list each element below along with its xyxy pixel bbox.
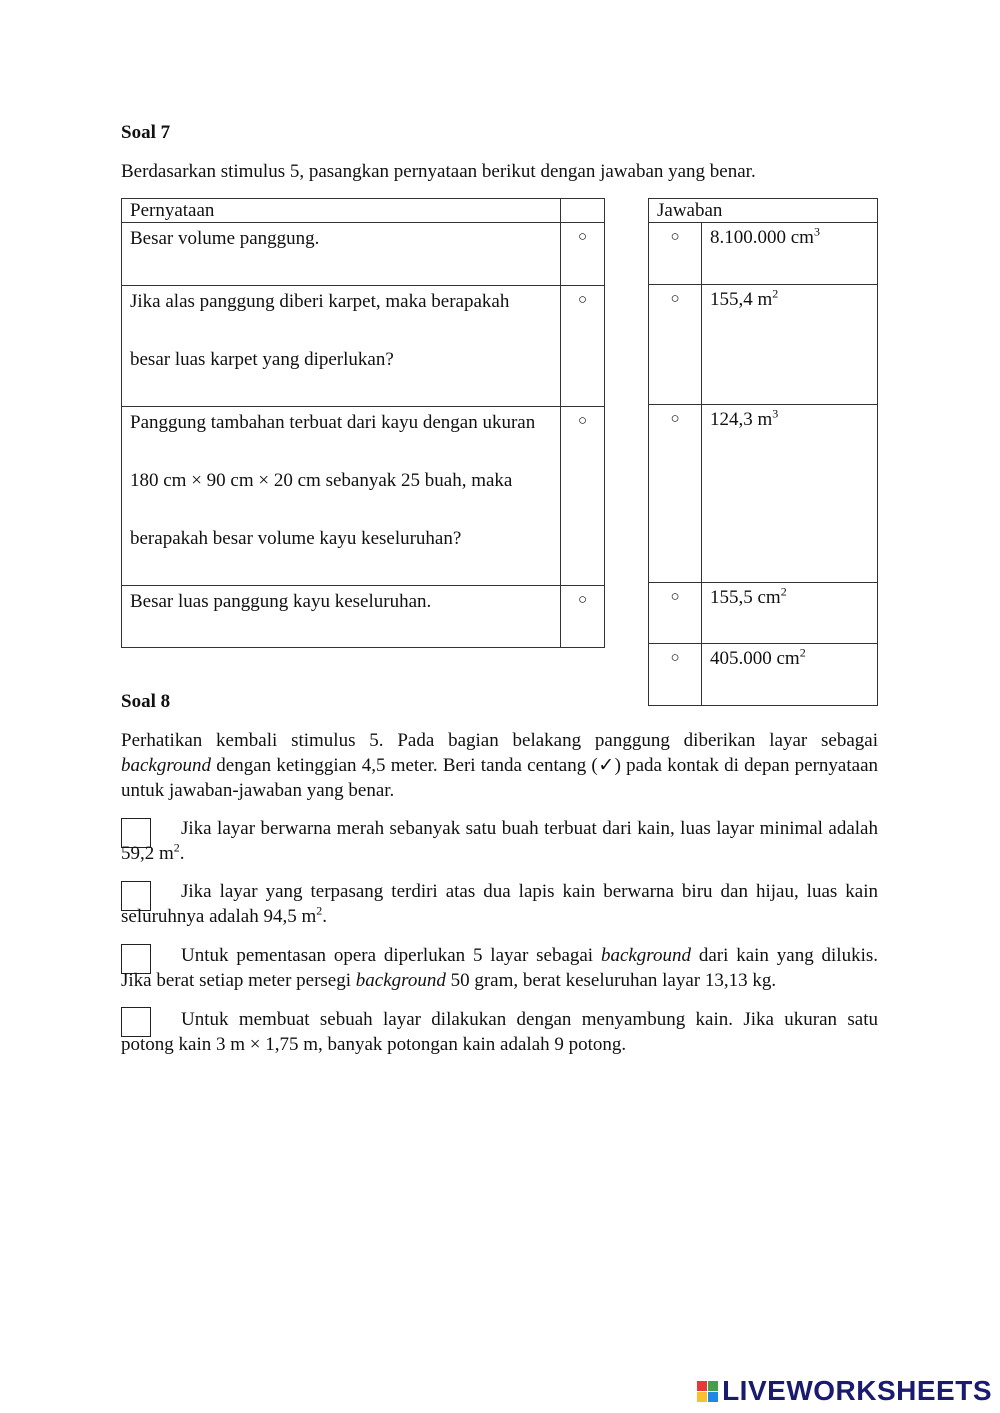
soal-8-instruction [121,728,878,803]
statement-header: Pernyataan [122,199,561,223]
statement-text [122,407,561,586]
answer-match-point[interactable] [649,405,702,583]
match-circle-icon[interactable]: ○ [670,411,680,427]
statement-line: berapakah besar volume kayu keseluruhan? [130,528,462,549]
match-circle-icon[interactable]: ○ [577,592,588,608]
answer-row [649,583,878,644]
answer-match-point[interactable] [649,223,702,285]
match-circle-icon[interactable]: ○ [670,650,680,666]
match-circle-icon[interactable]: ○ [670,229,680,245]
liveworksheets-logo [697,1375,992,1407]
statement-line: Jika alas panggung diberi karpet, maka berapakah [130,291,510,312]
answer-value: 124,3 $m^3$ [702,405,878,583]
answer-value: 155,5 $cm^2$ [702,583,878,644]
liveworksheets-wordmark: LIVEWORKSHEETS [722,1375,992,1406]
answer-table [648,198,878,706]
statement-line: Besar volume panggung. [130,228,320,249]
statement-line: Panggung tambahan terbuat dari kayu dengan ukuran [130,412,536,433]
statement-table [121,198,605,648]
answer-row [649,644,878,706]
statement-match-point[interactable] [561,223,605,286]
match-circle-icon[interactable]: ○ [670,291,680,307]
answer-value: 8.100.000 $cm^3$ [702,223,878,285]
instruction-italic: background [121,755,212,776]
answer-header: Jawaban [649,199,878,223]
soal-7-instruction: Berdasarkan stimulus 5, pasangkan pernyataan berikut dengan jawaban yang benar. [121,161,756,182]
match-circle-icon[interactable]: ○ [577,413,588,429]
match-circle-icon[interactable]: ○ [577,229,588,245]
answer-match-point[interactable] [649,285,702,405]
option-1-text: Jika layar berwarna merah sebanyak satu buah terbuat dari kain, luas layar minimal adalah 59,2 $m^2$. [121,818,878,864]
statement-row [122,407,605,586]
statement-row [122,586,605,648]
statement-match-point[interactable] [561,286,605,407]
instruction-text: dengan ketinggian 4,5 meter. Beri tanda centang (✓) pada kontak di depan pernyataan untuk jawaban-jawaban yang benar. [121,755,879,801]
option-2-text: Jika layar yang terpasang terdiri atas dua lapis kain berwarna biru dan hijau, luas kain seluruhnya adalah 94,5 $m^2$. [121,881,878,927]
soal-8-heading: Soal 8 [121,691,171,712]
match-circle-icon[interactable]: ○ [670,589,680,605]
instruction-text: Perhatikan kembali stimulus 5. Pada bagian belakang panggung diberikan layar sebagai [121,730,878,751]
statement-header-empty [561,199,605,223]
statement-line: 180 cm × 90 cm × 20 cm sebanyak 25 buah, maka [130,470,513,491]
statement-line: Besar luas panggung kayu keseluruhan. [130,591,432,612]
statement-text [122,586,561,648]
statement-line: besar luas karpet yang diperlukan? [130,349,394,370]
answer-row [649,223,878,285]
statement-text [122,286,561,407]
answer-row [649,405,878,583]
statement-match-point[interactable] [561,586,605,648]
option-4-text: Untuk membuat sebuah layar dilakukan dengan menyambung kain. Jika ukuran satu potong kain 3 m × 1,75 m, banyak potongan kain adalah 9 potong. [121,1009,878,1055]
answer-value: 155,4 $m^2$ [702,285,878,405]
option-3-text: Untuk pementasan opera diperlukan 5 layar sebagai background dari kain yang dilukis. Jika berat setiap meter persegi background 50 gram, berat keseluruhan layar 13,13 kg. [121,945,879,991]
answer-value: 405.000 $cm^2$ [702,644,878,706]
soal-7-heading: Soal 7 [121,122,171,143]
match-circle-icon[interactable]: ○ [577,292,588,308]
statement-match-point[interactable] [561,407,605,586]
answer-match-point[interactable] [649,583,702,644]
liveworksheets-logo-icon [697,1381,718,1402]
statement-row [122,286,605,407]
answer-row [649,285,878,405]
answer-match-point[interactable] [649,644,702,706]
